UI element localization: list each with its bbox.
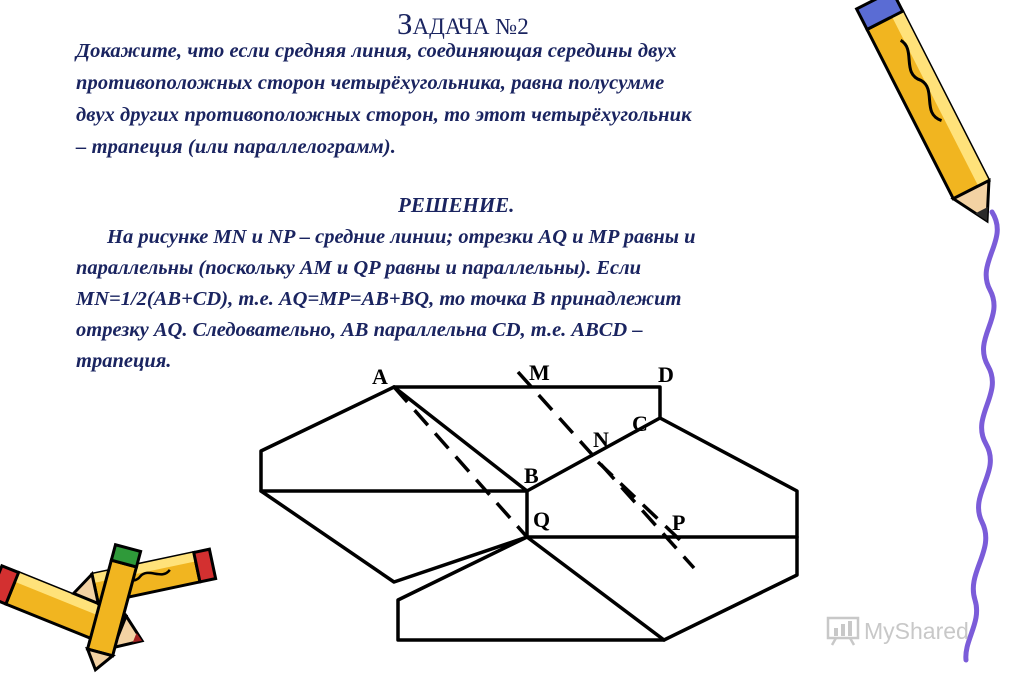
solution-line-1: На рисунке MN и NP – средние линии; отрезки AQ и MP равны и (107, 226, 696, 248)
solution-line-4: отрезку AQ. Следовательно, AB параллельна CD, т.е. ABCD – (76, 319, 643, 341)
segment-q-lower (527, 537, 664, 640)
label-point-p: P (672, 510, 686, 535)
label-point-a: A (372, 364, 388, 389)
label-point-c: C (632, 411, 648, 436)
solution-heading: РЕШЕНИЕ. (398, 193, 515, 217)
label-point-m: M (529, 360, 550, 385)
label-point-d: D (658, 362, 674, 387)
label-point-n: N (593, 427, 609, 452)
pencil-icon (857, 0, 1005, 230)
task-title-rest: АДАЧА №2 (412, 14, 529, 39)
figure-solid-lines (261, 387, 797, 640)
problem-line-1: Докажите, что если средняя линия, соединяющая середины двух (76, 40, 677, 62)
task-title-initial: З (397, 6, 413, 41)
watermark (826, 616, 969, 646)
problem-line-3: двух других противоположных сторон, то этот четырёхугольник (76, 104, 692, 126)
label-point-q: Q (533, 507, 551, 532)
wavy-border-line (966, 212, 997, 660)
problem-line-4: – трапеция (или параллелограмм). (76, 136, 396, 158)
chart-board-icon (826, 616, 860, 646)
dashed-np (598, 462, 680, 540)
pencil-icon (70, 549, 215, 608)
watermark-text: MyShared (864, 617, 969, 644)
outline-upper (261, 387, 797, 640)
solution-line-5: трапеция. (76, 350, 172, 372)
segment-ab (394, 387, 527, 491)
label-point-b: B (524, 463, 539, 488)
solution-line-2: параллельны (поскольку AM и QP равны и параллельны). Если (76, 257, 642, 279)
dashed-aq (394, 387, 527, 537)
solution-line-3: MN=1/2(AB+CD), т.е. AQ=MP=AB+BQ, то точка B принадлежит (76, 288, 682, 310)
outline-right (394, 387, 660, 537)
problem-line-2: противоположных сторон четырёхугольника, равна полусумме (76, 72, 665, 94)
